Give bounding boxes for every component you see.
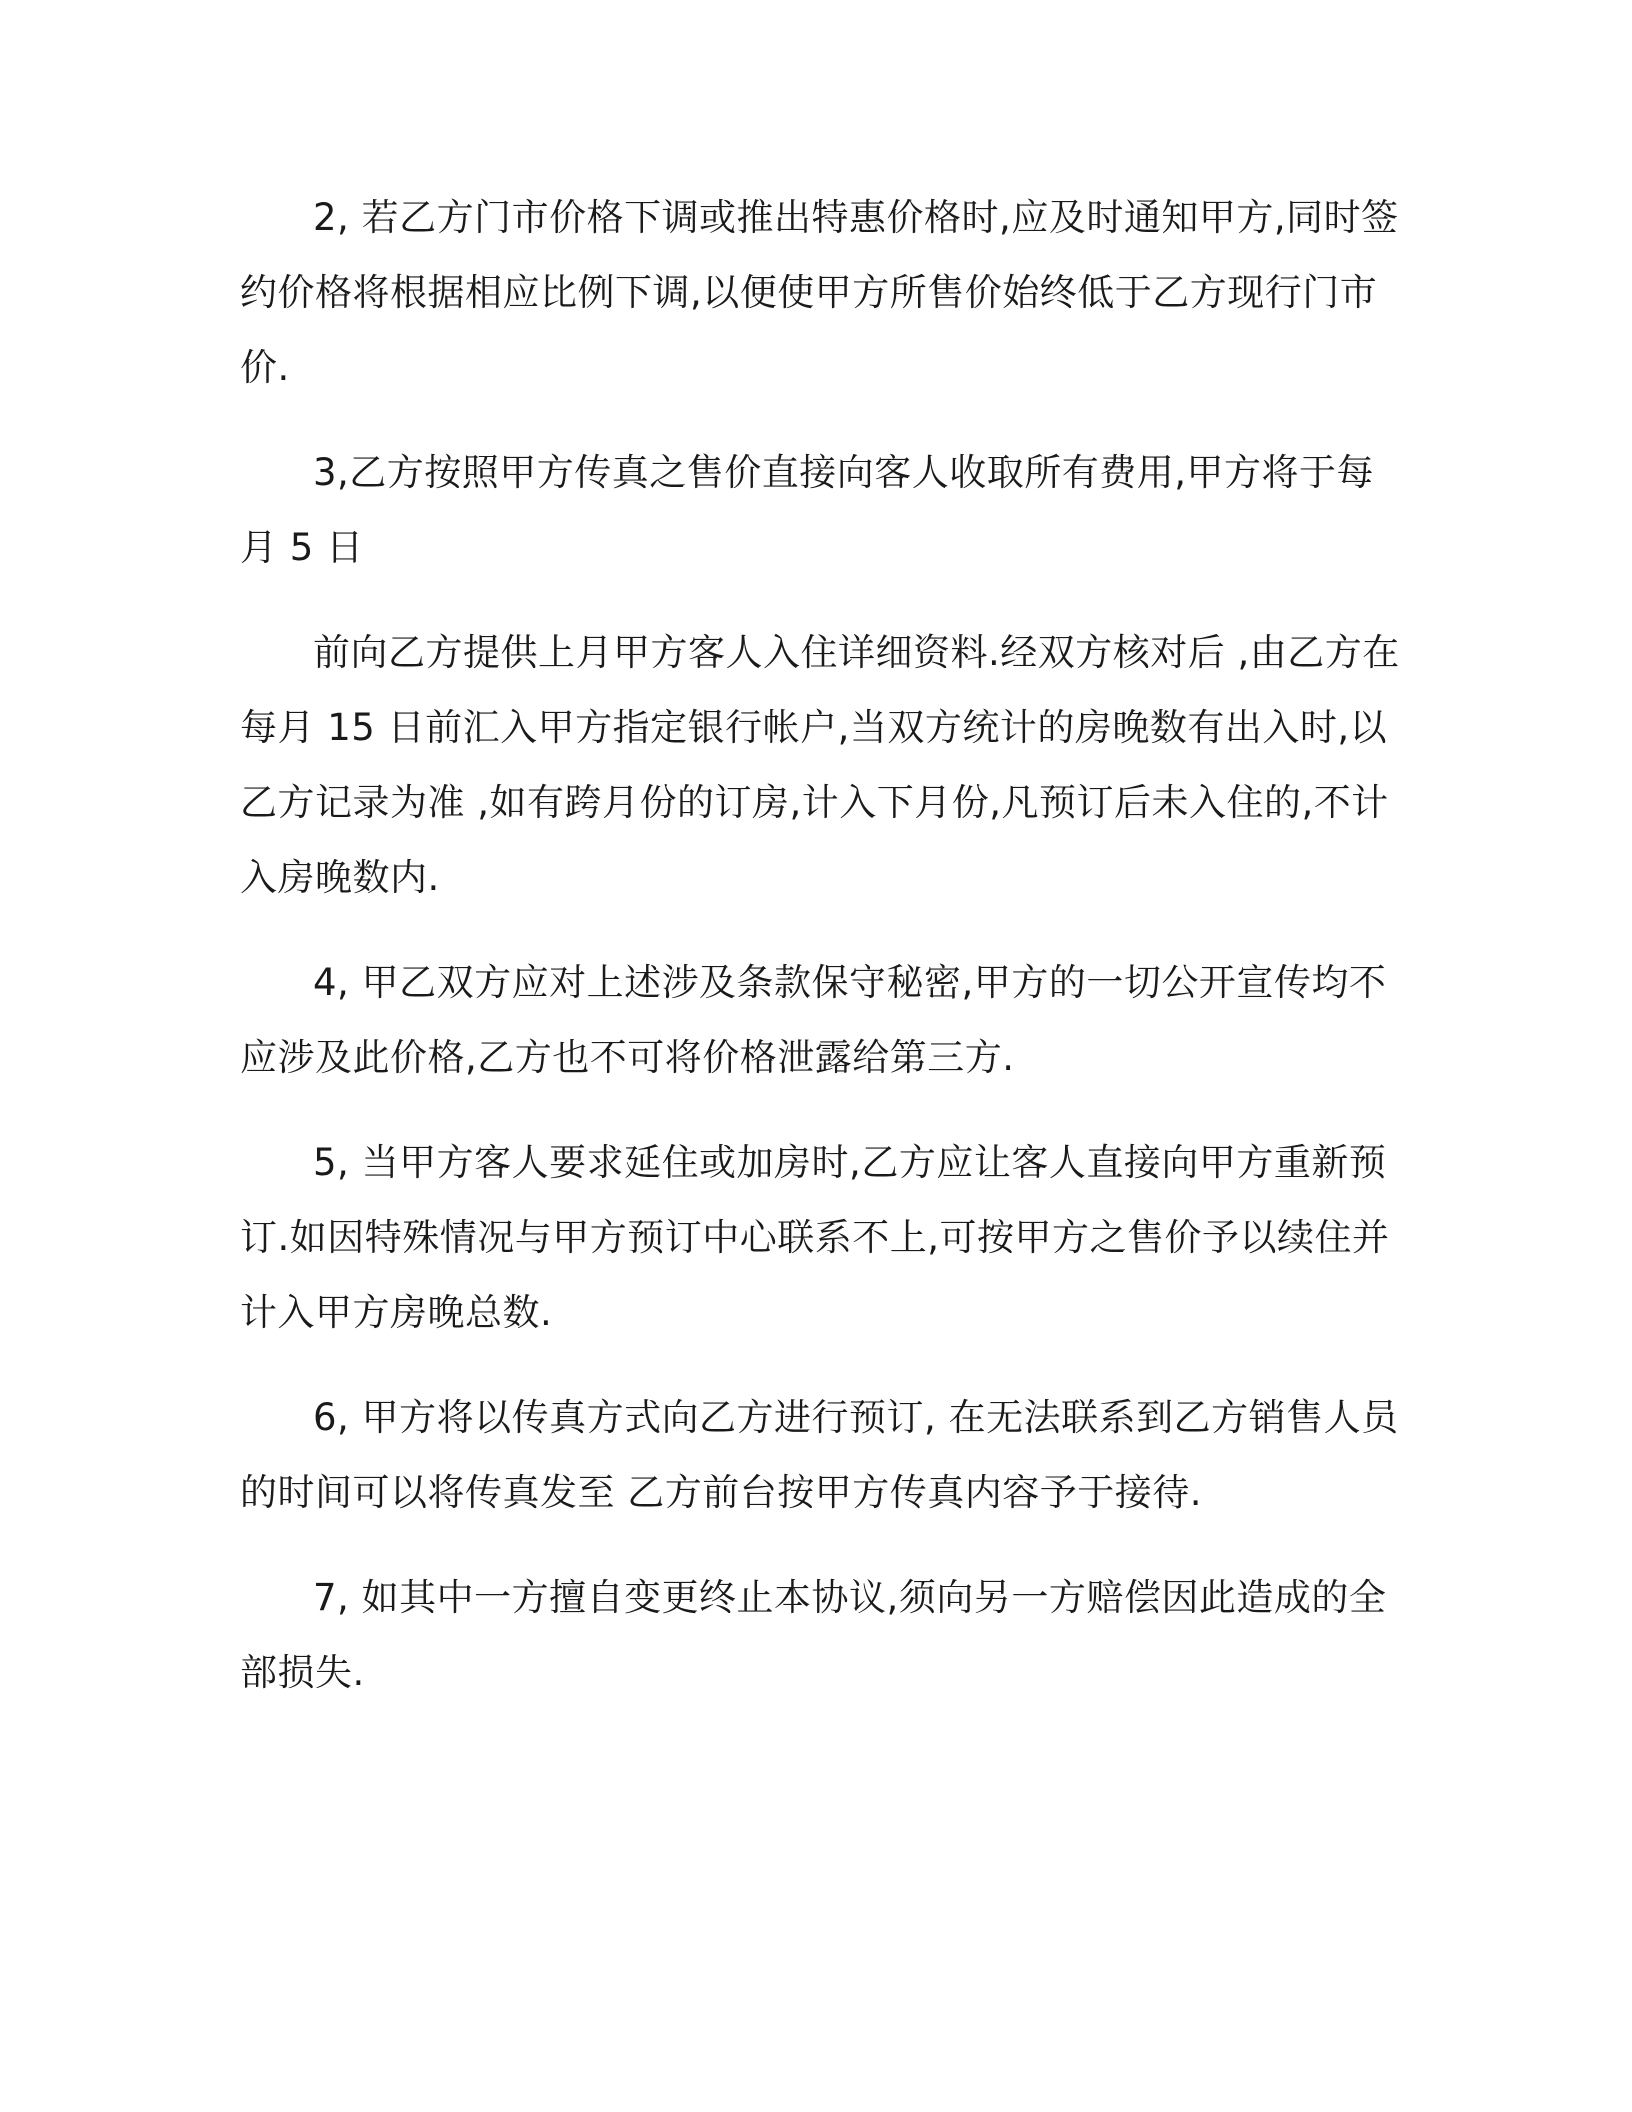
- clause-7-line-1: 7, 如其中一方擅自变更终止本协议,须向另一方赔偿因此造成的全: [313, 1576, 1387, 1619]
- clause-6-line-1: 6, 甲方将以传真方式向乙方进行预订, 在无法联系到乙方销售人员: [313, 1396, 1399, 1439]
- clause-5-line-1: 5, 当甲方客人要求延住或加房时,乙方应让客人直接向甲方重新预: [313, 1141, 1387, 1184]
- clause-6-line-2: 的时间可以将传真发至 乙方前台按甲方传真内容予于接待.: [240, 1471, 1203, 1514]
- clause-7-line-2: 部损失.: [240, 1651, 365, 1694]
- clause-3-line-2: 月 5 日: [240, 526, 364, 569]
- clause-2-line-2: 约价格将根据相应比例下调,以便使甲方所售价始终低于乙方现行门市: [240, 271, 1378, 314]
- clause-3-cont-line-2: 每月 15 日前汇入甲方指定银行帐户,当双方统计的房晚数有出入时,以: [240, 706, 1388, 749]
- clause-3-cont-line-4: 入房晚数内.: [240, 856, 440, 899]
- clause-4-line-2: 应涉及此价格,乙方也不可将价格泄露给第三方.: [240, 1036, 1015, 1079]
- clause-2-line-1: 2, 若乙方门市价格下调或推出特惠价格时,应及时通知甲方,同时签: [313, 196, 1399, 239]
- clause-5-line-3: 计入甲方房晚总数.: [240, 1291, 553, 1334]
- clause-3-cont-line-1: 前向乙方提供上月甲方客人入住详细资料.经双方核对后 ,由乙方在: [313, 631, 1400, 674]
- clause-3-line-1: 3,乙方按照甲方传真之售价直接向客人收取所有费用,甲方将于每: [313, 451, 1375, 494]
- clause-2-line-3: 价.: [240, 346, 290, 389]
- clause-4-line-1: 4, 甲乙双方应对上述涉及条款保守秘密,甲方的一切公开宣传均不: [313, 961, 1387, 1004]
- clause-3-cont-line-3: 乙方记录为准 ,如有跨月份的订房,计入下月份,凡预订后未入住的,不计: [240, 781, 1389, 824]
- clause-5-line-2: 订.如因特殊情况与甲方预订中心联系不上,可按甲方之售价予以续住并: [240, 1216, 1390, 1259]
